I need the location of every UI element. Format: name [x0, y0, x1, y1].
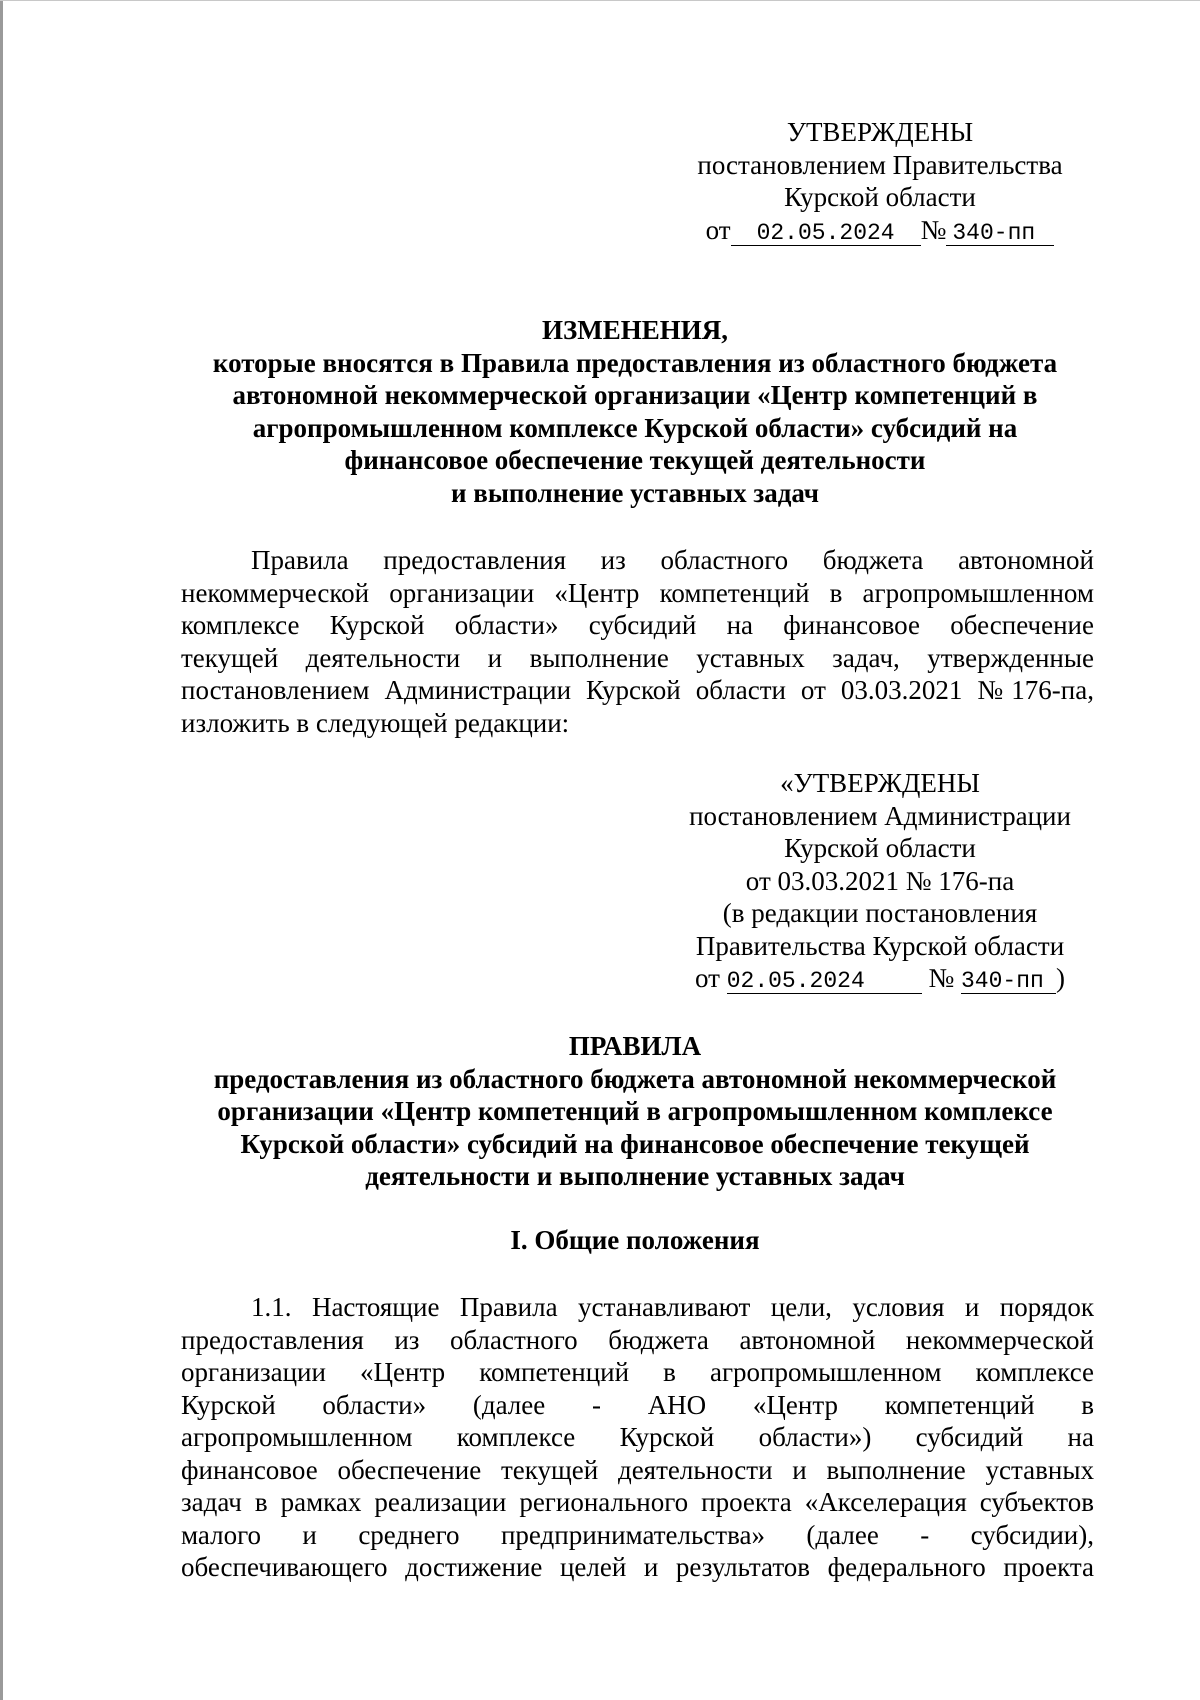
page-top-edge [0, 0, 1200, 1]
approval-number: 340-пп [961, 969, 1056, 994]
paragraph-line: комплексе Курской области» субсидий на финансовое обеспечение [181, 610, 1094, 640]
approval-revision-authority: Правительства Курской области [695, 930, 1065, 961]
approval-number: 340-пп [946, 221, 1054, 246]
changes-subtitle-line: и выполнение уставных задач [450, 477, 820, 508]
rules-subtitle-line: Курской области» субсидий на финансовое обеспечение текущей [240, 1128, 1030, 1159]
paragraph-line: текущей деятельности и выполнение уставных задач, утвержденные [181, 642, 1094, 673]
changes-subtitle-line: которые вносятся в Правила предоставления из областного бюджета [212, 347, 1058, 378]
date-prefix: от [695, 963, 720, 993]
approval-date-line [660, 962, 1100, 995]
intro-paragraph [181, 544, 1094, 739]
approval-block-original [660, 767, 1100, 995]
rules-subtitle-line: организации «Центр компетенций в агропромышленном комплексе [217, 1096, 1053, 1126]
changes-subtitle-line: автономной некоммерческой организации «Центр компетенций в [232, 380, 1038, 410]
number-prefix: № [920, 214, 947, 245]
approval-authority: постановлением Правительства [697, 149, 1063, 180]
paragraph-line: обеспечивающего достижение целей и результатов федерального проекта [181, 1552, 1094, 1582]
approval-authority: постановлением Администрации [689, 800, 1071, 831]
paragraph-line: задач в рамках реализации регионального проекта «Акселерация субъектов [181, 1487, 1094, 1517]
changes-title [175, 314, 1095, 509]
approval-heading: УТВЕРЖДЕНЫ [786, 117, 974, 147]
closing-parenthesis: ) [1055, 963, 1065, 993]
paragraph-line: Правила предоставления из областного бюджета автономной [251, 545, 1094, 575]
paragraph-line: изложить в следующей редакции: [181, 707, 570, 738]
changes-heading: ИЗМЕНЕНИЯ, [541, 315, 728, 345]
paragraph-line: предоставления из областного бюджета автономной некоммерческой [181, 1324, 1094, 1355]
approval-block-current [660, 116, 1100, 246]
paragraph-line: организации «Центр компетенций в агропромышленном комплексе [181, 1357, 1094, 1387]
changes-subtitle-line: финансовое обеспечение текущей деятельности [344, 445, 926, 475]
section-paragraph [181, 1291, 1094, 1584]
approval-region: Курской области [784, 182, 976, 212]
changes-subtitle-line: агропромышленном комплексе Курской области» субсидий на [252, 412, 1018, 443]
rules-heading: ПРАВИЛА [568, 1031, 702, 1061]
approval-date-line [660, 214, 1100, 247]
paragraph-line: 1.1. Настоящие Правила устанавливают цели, условия и порядок [251, 1292, 1094, 1322]
paragraph-line: финансовое обеспечение текущей деятельности и выполнение уставных [181, 1454, 1094, 1485]
rules-title [175, 1030, 1095, 1193]
approval-heading: «УТВЕРЖДЕНЫ [780, 768, 980, 798]
section-heading: I. Общие положения [510, 1225, 760, 1255]
approval-original-date: от 03.03.2021 № 176-па [745, 865, 1015, 896]
paragraph-line: Курской области» (далее - АНО «Центр компетенций в [181, 1389, 1094, 1420]
rules-subtitle-line: деятельности и выполнение уставных задач [365, 1161, 905, 1191]
rules-subtitle-line: предоставления из областного бюджета автономной некоммерческой [213, 1063, 1057, 1094]
date-prefix: от [705, 214, 731, 245]
approval-date: 02.05.2024 [731, 221, 921, 246]
paragraph-line: некоммерческой организации «Центр компетенций в агропромышленном [181, 577, 1094, 608]
paragraph-line: агропромышленном комплексе Курской области») субсидий на [181, 1422, 1094, 1452]
approval-region: Курской области [784, 833, 976, 863]
paragraph-line: малого и среднего предпринимательства» (далее - субсидии), [181, 1519, 1094, 1550]
approval-date: 02.05.2024 [727, 969, 922, 994]
number-prefix: № [928, 963, 955, 993]
paragraph-line: постановлением Администрации Курской области от 03.03.2021 №176-па, [181, 675, 1094, 705]
page-left-edge [0, 0, 3, 1700]
approval-revision-note: (в редакции постановления [722, 898, 1038, 928]
